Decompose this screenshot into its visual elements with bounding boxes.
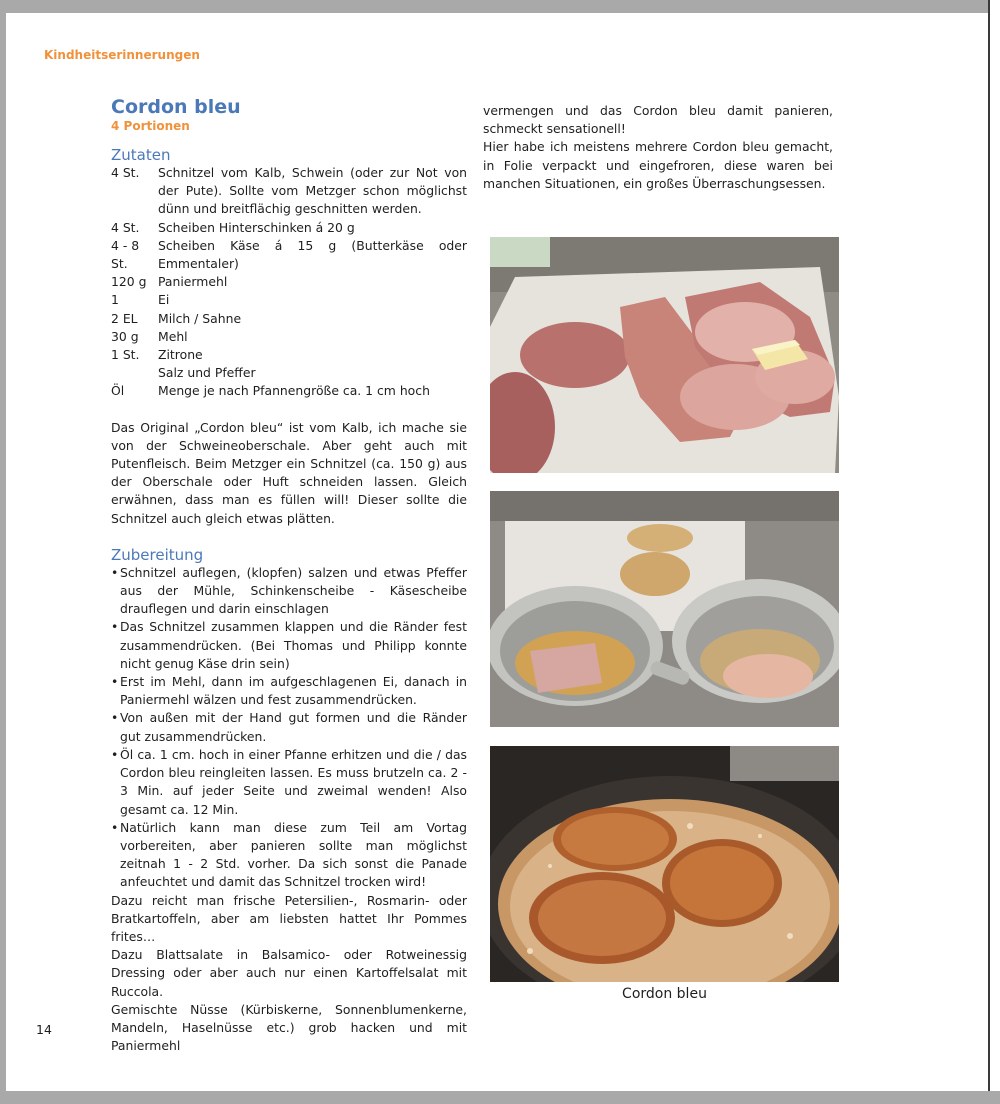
ingredient-amount: Öl	[111, 383, 125, 399]
serving-paragraph: Dazu Blattsalate in Balsamico- oder Rotweinessig Dressing oder aber auch nur einen Kartoffelsalat mit Ruccola.	[111, 947, 467, 999]
ingredient-text: Schnitzel vom Kalb, Schwein (oder zur Not von der Pute). Sollte vom Metzger schon möglichst dünn und breitflächig geschnitten werden.	[158, 165, 467, 217]
intro-paragraph: Das Original „Cordon bleu“ ist vom Kalb, ich mache sie von der Schweineoberschale. Aber geht auch mit Putenfleisch. Beim Metzger ein Schnitzel (ca. 150 g) aus der Oberschale oder Huft schneiden lassen. Gleich erwähnen, dass man es füllen will! Dieser sollte die Schnitzel auch gleich etwas plätten.	[111, 419, 467, 526]
step-item: • Das Schnitzel zusammen klappen und die Ränder fest zusammendrücken. (Bei Thomas und Philipp konnte nicht genug Käse drin sein)	[111, 618, 467, 673]
ingredient-amount: 1 St.	[111, 347, 140, 363]
ingredient-amount: 1	[111, 292, 119, 308]
steps-list	[111, 564, 467, 892]
ingredient-row	[111, 273, 467, 291]
ingredient-amount: 4 - 8 St.	[111, 237, 140, 272]
photo-frying-pan	[490, 746, 839, 982]
ingredient-row	[111, 291, 467, 309]
ingredient-row	[111, 219, 467, 237]
running-head: Kindheitserinnerungen	[44, 48, 200, 62]
ingredient-amount: 4 St.	[111, 219, 140, 235]
ingredient-text: Salz und Pfeffer	[158, 365, 256, 381]
ingredient-row	[111, 346, 467, 364]
step-item: • Natürlich kann man diese zum Teil am Vortag vorbereiten, aber panieren sollte man möglichst zeitnah 1 - 2 Std. vorher. Da sich sonst die Panade anfeuchtet und damit das Schnitzel trocken wird!	[111, 819, 467, 892]
ingredient-amount: 4 St.	[111, 165, 140, 180]
ingredient-row	[111, 364, 467, 382]
step-item: • Öl ca. 1 cm. hoch in einer Pfanne erhitzen und die / das Cordon bleu reingleiten lassen. Es muss brutzeln ca. 2 - 3 Min. auf jeder Seite und zweimal wenden! Also gesamt ca. 12 Min.	[111, 746, 467, 819]
ingredient-amount: 30 g	[111, 328, 139, 344]
viewer-bottom-bar	[0, 1091, 1000, 1104]
photo-caption: Cordon bleu	[622, 986, 707, 1002]
ingredient-row	[111, 328, 467, 346]
ingredient-amount: 2 EL	[111, 310, 138, 326]
step-item: • Erst im Mehl, dann im aufgeschlagenen Ei, danach in Paniermehl wälzen und fest zusammendrücken.	[111, 673, 467, 709]
left-column	[111, 96, 467, 1055]
continued-paragraph: vermengen und das Cordon bleu damit panieren, schmeckt sensationell!	[483, 103, 833, 137]
ingredient-text: Milch / Sahne	[158, 310, 242, 326]
ingredients-heading: Zutaten	[111, 146, 171, 164]
step-item: • Schnitzel auflegen, (klopfen) salzen und etwas Pfeffer aus der Mühle, Schinkenscheibe - Käsescheibe drauflegen und darin einschlagen	[111, 564, 467, 619]
ingredient-text: Zitrone	[158, 347, 203, 363]
ingredient-text: Ei	[158, 292, 170, 308]
ingredient-row	[111, 164, 467, 219]
right-column	[483, 102, 833, 193]
ingredient-row	[111, 237, 467, 273]
viewer-top-bar	[0, 0, 1000, 13]
step-item: • Von außen mit der Hand gut formen und die Ränder gut zusammendrücken.	[111, 709, 467, 745]
serving-paragraph: Gemischte Nüsse (Kürbiskerne, Sonnenblumenkerne, Mandeln, Haselnüsse etc.) grob hacken und mit Paniermehl	[111, 1001, 467, 1054]
ingredient-text: Menge je nach Pfannengröße ca. 1 cm hoch	[158, 383, 430, 399]
ingredients-list	[111, 164, 467, 401]
photo-breading-bowls	[490, 491, 839, 727]
page-number: 14	[36, 1022, 52, 1037]
steps-heading: Zubereitung	[111, 545, 204, 564]
serving-paragraph: Dazu reicht man frische Petersilien-, Rosmarin- oder Bratkartoffeln, aber am liebsten hattet Ihr Pommes frites…	[111, 892, 467, 944]
ingredient-row	[111, 310, 467, 328]
continued-paragraph: Hier habe ich meistens mehrere Cordon bleu gemacht, in Folie verpackt und eingefroren, diese waren bei manchen Situationen, ein großes Überraschungsessen.	[483, 139, 833, 191]
ingredient-text: Mehl	[158, 328, 188, 344]
ingredient-row	[111, 382, 467, 400]
ingredient-text: Scheiben Käse á 15 g (Butterkäse oder Emmentaler)	[158, 237, 467, 272]
recipe-portions: 4 Portionen	[111, 119, 190, 133]
recipe-title: Cordon bleu	[111, 96, 241, 118]
ingredient-text: Scheiben Hinterschinken á 20 g	[158, 219, 355, 235]
ingredient-amount	[111, 364, 158, 382]
ingredient-text: Paniermehl	[158, 274, 228, 290]
viewer-right-edge	[988, 0, 1000, 1104]
photo-raw-schnitzel	[490, 237, 839, 473]
ingredient-amount: 120 g	[111, 274, 147, 290]
